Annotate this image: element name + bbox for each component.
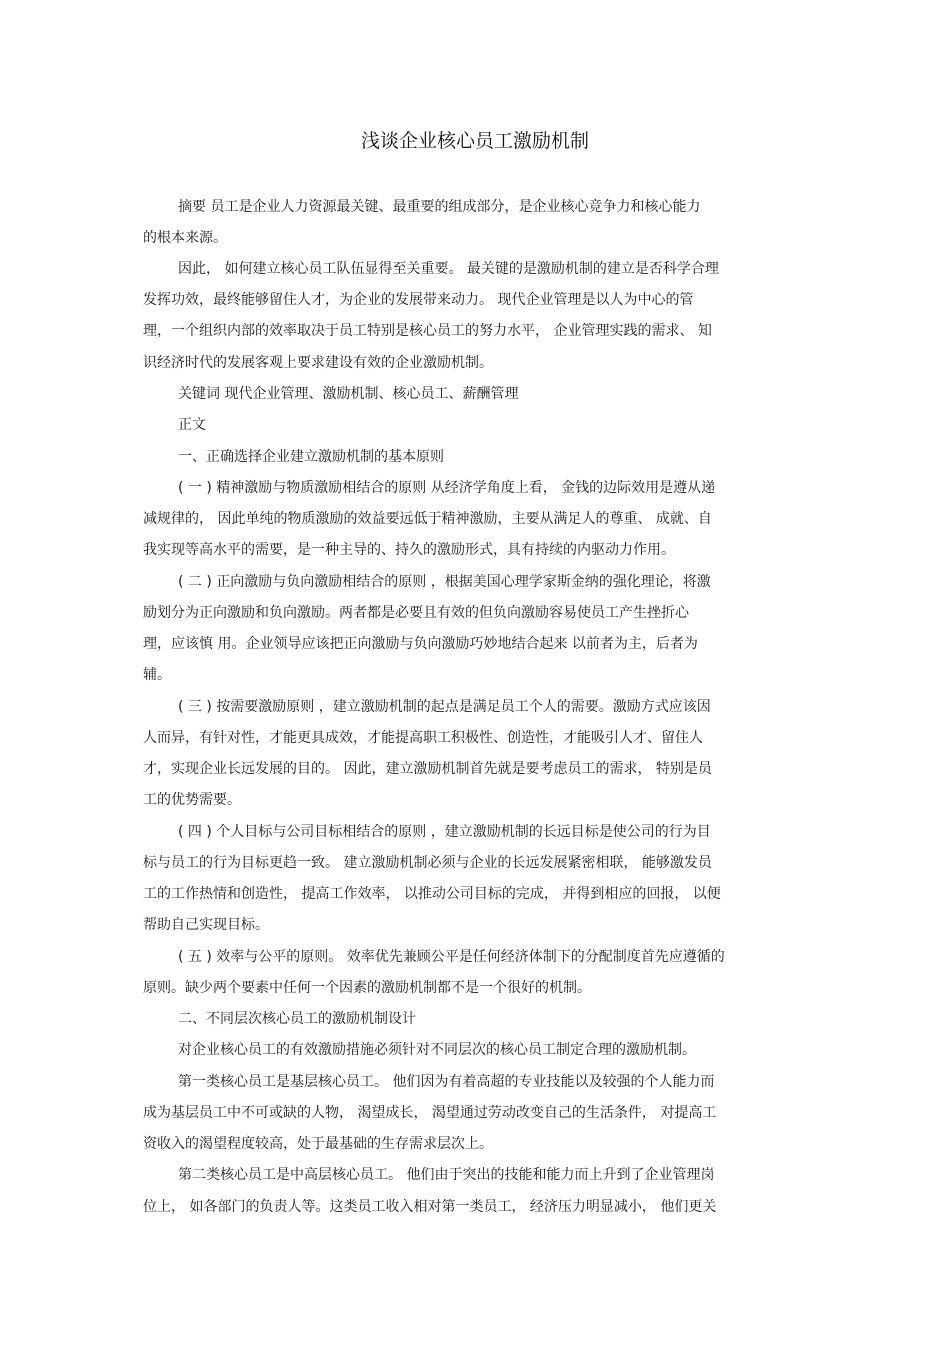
type-1-line-1: 第一类核心员工是基层核心员工。 他们因为有着高超的专业技能以及较强的个人能力而 bbox=[178, 1074, 715, 1090]
principle-2-line-4: 辅。 bbox=[143, 667, 171, 683]
section-heading-1: 一、正确选择企业建立激励机制的基本原则 bbox=[178, 449, 444, 465]
section-2-intro: 对企业核心员工的有效激励措施必须针对不同层次的核心员工制定合理的激励机制。 bbox=[178, 1042, 696, 1058]
principle-4-line-4: 帮助自己实现目标。 bbox=[143, 917, 269, 933]
body-label: 正文 bbox=[178, 417, 206, 433]
principle-2-line-2: 励划分为正向激励和负向激励。两者都是必要且有效的但负向激励容易使员工产生挫折心 bbox=[143, 605, 689, 621]
keywords-line: 关键词 现代企业管理、激励机制、核心员工、薪酬管理 bbox=[178, 386, 519, 402]
principle-1-line-2: 减规律的， 因此单纯的物质激励的效益要远低于精神激励，主要从满足人的尊重、 成就、自 bbox=[143, 511, 712, 527]
type-1-line-2: 成为基层员工中不可或缺的人物， 渴望成长， 渴望通过劳动改变自己的生活条件， 对提高工 bbox=[143, 1105, 717, 1121]
abstract-line-1: 摘要 员工是企业人力资源最关键、最重要的组成部分，是企业核心竞争力和核心能力 bbox=[178, 199, 701, 215]
abstract-line-5: 理，一个组织内部的效率取决于员工特别是核心员工的努力水平， 企业管理实践的需求、 知 bbox=[143, 323, 712, 339]
type-2-line-1: 第二类核心员工是中高层核心员工。 他们由于突出的技能和能力而上升到了企业管理岗 bbox=[178, 1167, 715, 1183]
abstract-line-3: 因此， 如何建立核心员工队伍显得至关重要。 最关键的是激励机制的建立是否科学合理 bbox=[178, 261, 719, 277]
type-2-line-2: 位上， 如各部门的负责人等。这类员工收入相对第一类员工， 经济压力明显减小， 他们更关 bbox=[143, 1199, 717, 1215]
abstract-line-4: 发挥功效，最终能够留住人才，为企业的发展带来动力。 现代企业管理是以人为中心的管 bbox=[143, 292, 694, 308]
principle-2-line-1: ( 二 ) 正向激励与负向激励相结合的原则 ，根据美国心理学家斯金纳的强化理论，将激 bbox=[178, 574, 711, 590]
principle-5-line-1: ( 五 ) 效率与公平的原则。 效率优先兼顾公平是任何经济体制下的分配制度首先应遵循的 bbox=[178, 949, 725, 965]
abstract-line-2: 的根本来源。 bbox=[143, 230, 227, 246]
section-heading-2: 二、不同层次核心员工的激励机制设计 bbox=[178, 1011, 416, 1027]
principle-5-line-2: 原则。缺少两个要素中任何一个因素的激励机制都不是一个很好的机制。 bbox=[143, 980, 591, 996]
principle-3-line-4: 工的优势需要。 bbox=[143, 792, 241, 808]
principle-4-line-2: 标与员工的行为目标更趋一致。 建立激励机制必须与企业的长远发展紧密相联， 能够激发员 bbox=[143, 855, 712, 871]
principle-2-line-3: 理，应该慎 用。企业领导应该把正向激励与负向激励巧妙地结合起来 以前者为主，后者为 bbox=[143, 636, 698, 652]
principle-4-line-1: ( 四 ) 个人目标与公司目标相结合的原则 ，建立激励机制的长远目标是使公司的行为目 bbox=[178, 824, 711, 840]
principle-3-line-3: 才，实现企业长远发展的目的。 因此，建立激励机制首先就是要考虑员工的需求， 特别是员 bbox=[143, 761, 712, 777]
document-title: 浅谈企业核心员工激励机制 bbox=[360, 130, 589, 152]
principle-3-line-1: ( 三 ) 按需要激励原则 ，建立激励机制的起点是满足员工个人的需要。激励方式应该因 bbox=[178, 699, 711, 715]
principle-3-line-2: 人而异，有针对性，才能更具成效，才能提高职工积极性、创造性，才能吸引人才、留住人 bbox=[143, 730, 703, 746]
principle-1-line-3: 我实现等高水平的需要，是一种主导的、持久的激励形式，具有持续的内驱动力作用。 bbox=[143, 542, 675, 558]
type-1-line-3: 资收入的渴望程度较高，处于最基础的生存需求层次上。 bbox=[143, 1136, 493, 1152]
principle-4-line-3: 工的工作热情和创造性， 提高工作效率， 以推动公司目标的完成， 并得到相应的回报， 以便 bbox=[143, 886, 721, 902]
principle-1-line-1: ( 一 ) 精神激励与物质激励相结合的原则 从经济学角度上看， 金钱的边际效用是遵从递 bbox=[178, 480, 716, 496]
abstract-line-6: 识经济时代的发展客观上要求建设有效的企业激励机制。 bbox=[143, 355, 493, 371]
